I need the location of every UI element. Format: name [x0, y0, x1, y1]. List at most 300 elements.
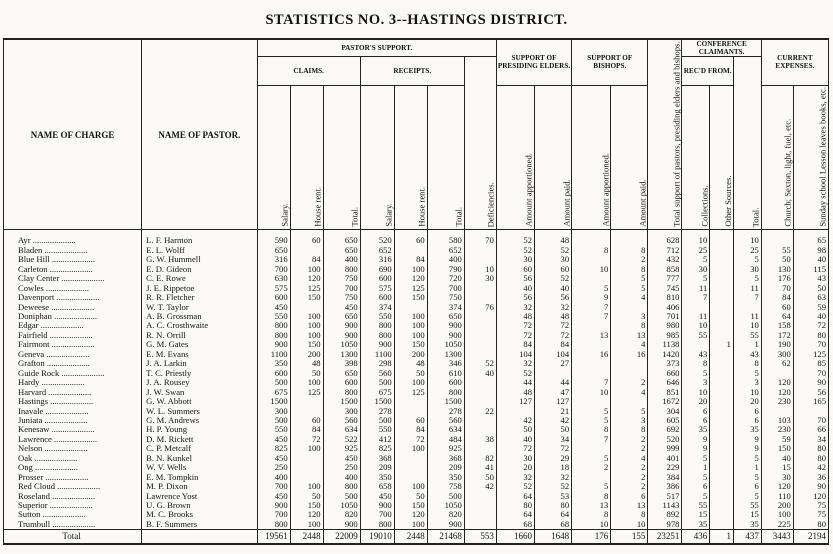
cell-receipts-total: 820 — [427, 510, 464, 519]
cell-deficiencies — [464, 425, 496, 434]
cell-elders-paid: 64 — [535, 510, 572, 519]
cell-receipts-total: 278 — [427, 407, 464, 416]
cell-conf-total: 7 — [733, 293, 761, 302]
cell-elders-apportioned: 32 — [496, 473, 534, 482]
cell-collections: 10 — [682, 321, 710, 330]
cell-deficiencies: 38 — [464, 435, 496, 444]
cell-other-sources — [710, 321, 734, 330]
table-row — [4, 435, 829, 444]
cell-other-sources — [710, 255, 734, 264]
cell-collections: 5 — [682, 274, 710, 283]
cell-bishops-paid: 2 — [611, 435, 648, 444]
cell-bishops-paid: 3 — [611, 416, 648, 425]
cell-claims-total: 800 — [323, 388, 360, 397]
table-row — [4, 321, 829, 330]
header-receipts-total: Total. — [427, 85, 464, 230]
header-claims: CLAIMS. — [257, 57, 360, 86]
cell-pastor: J. W. Swan — [142, 388, 257, 397]
cell-pastor: B. N. Kunkel — [142, 454, 257, 463]
cell-collections — [682, 303, 710, 312]
cell-receipts-salary: 520 — [360, 230, 394, 246]
cell-receipts-house-rent: 125 — [394, 284, 427, 293]
cell-other-sources — [710, 501, 734, 510]
cell-claims-salary: 650 — [257, 246, 290, 255]
cell-deficiencies — [464, 246, 496, 255]
cell-total-support: 628 — [648, 230, 682, 246]
cell-other-sources — [710, 312, 734, 321]
cell-charge: Ong .................... — [4, 463, 142, 472]
cell-claims-salary: 500 — [257, 416, 290, 425]
cell-receipts-house-rent — [394, 407, 427, 416]
cell-receipts-salary: 350 — [360, 473, 394, 482]
cell-conf-total: 5 — [733, 255, 761, 264]
cell-elders-apportioned: 80 — [496, 501, 534, 510]
cell-collections: 5 — [682, 473, 710, 482]
cell-other-sources — [710, 397, 734, 406]
cell-claims-house-rent: 120 — [290, 510, 323, 519]
cell-bishops-apportioned — [572, 397, 611, 406]
cell-claims-total: 450 — [323, 454, 360, 463]
cell-bishops-apportioned: 8 — [572, 492, 611, 501]
cell-other-sources — [710, 265, 734, 274]
cell-bishops-paid: 3 — [611, 312, 648, 321]
cell-conf-total: 10 — [733, 388, 761, 397]
cell-claims-house-rent: 60 — [290, 416, 323, 425]
table-row — [4, 265, 829, 274]
cell-total-support: 810 — [648, 293, 682, 302]
cell-charge: Red Cloud .................... — [4, 482, 142, 491]
table-row — [4, 378, 829, 387]
cell-deficiencies — [464, 520, 496, 530]
cell-other-sources — [710, 482, 734, 491]
cell-bishops-paid: 16 — [611, 350, 648, 359]
cell-claims-salary: 19561 — [257, 530, 290, 545]
cell-receipts-house-rent: 84 — [394, 255, 427, 264]
cell-sunday-school: 70 — [793, 416, 828, 425]
cell-claims-salary: 350 — [257, 359, 290, 368]
cell-bishops-paid: 8 — [611, 510, 648, 519]
cell-claims-salary: 450 — [257, 303, 290, 312]
cell-pastor: B. F. Summers — [142, 520, 257, 530]
cell-receipts-salary: 800 — [360, 321, 394, 330]
cell-church: 190 — [761, 340, 793, 349]
cell-receipts-house-rent: 48 — [394, 359, 427, 368]
cell-deficiencies — [464, 340, 496, 349]
cell-conf-total: 5 — [733, 274, 761, 283]
cell-charge: Oak .................... — [4, 454, 142, 463]
cell-deficiencies — [464, 331, 496, 340]
cell-other-sources — [710, 425, 734, 434]
cell-collections: 5 — [682, 454, 710, 463]
cell-claims-total: 600 — [323, 378, 360, 387]
cell-elders-apportioned: 52 — [496, 246, 534, 255]
cell-bishops-apportioned — [572, 359, 611, 368]
cell-elders-apportioned: 104 — [496, 350, 534, 359]
cell-claims-salary: 316 — [257, 255, 290, 264]
cell-claims-total: 400 — [323, 473, 360, 482]
cell-claims-house-rent: 125 — [290, 388, 323, 397]
cell-charge: Trumbull .................... — [4, 520, 142, 530]
cell-church: 120 — [761, 482, 793, 491]
cell-elders-paid: 44 — [535, 378, 572, 387]
cell-bishops-apportioned: 13 — [572, 331, 611, 340]
cell-receipts-total: 1300 — [427, 350, 464, 359]
cell-other-sources — [710, 454, 734, 463]
cell-pastor: L. F. Harmon — [142, 230, 257, 246]
cell-pastor: E. M. Tompkin — [142, 473, 257, 482]
cell-church: 158 — [761, 321, 793, 330]
cell-claims-salary: 700 — [257, 482, 290, 491]
cell-deficiencies — [464, 501, 496, 510]
cell-receipts-total: 484 — [427, 435, 464, 444]
cell-claims-house-rent: 2448 — [290, 530, 323, 545]
cell-elders-paid: 34 — [535, 435, 572, 444]
cell-sunday-school: 80 — [793, 444, 828, 453]
cell-bishops-paid: 2 — [611, 463, 648, 472]
cell-charge: Ayr .................... — [4, 230, 142, 246]
cell-charge: Lawrence .................... — [4, 435, 142, 444]
cell-conf-total: 35 — [733, 520, 761, 530]
cell-deficiencies — [464, 492, 496, 501]
cell-conf-total: 35 — [733, 425, 761, 434]
cell-bishops-apportioned: 8 — [572, 425, 611, 434]
cell-total-support: 985 — [648, 331, 682, 340]
cell-receipts-total: 652 — [427, 246, 464, 255]
cell-bishops-apportioned — [572, 444, 611, 453]
cell-pastor: C. P. Metcalf — [142, 444, 257, 453]
cell-receipts-salary: 1100 — [360, 350, 394, 359]
cell-elders-apportioned: 84 — [496, 340, 534, 349]
cell-bishops-paid — [611, 369, 648, 378]
cell-elders-paid: 84 — [535, 340, 572, 349]
header-recd-from: REC'D FROM. — [682, 57, 734, 86]
cell-receipts-house-rent: 120 — [394, 274, 427, 283]
cell-receipts-house-rent — [394, 246, 427, 255]
cell-claims-house-rent: 125 — [290, 284, 323, 293]
cell-receipts-salary: 374 — [360, 303, 394, 312]
cell-church: 3443 — [761, 530, 793, 545]
cell-collections: 6 — [682, 416, 710, 425]
cell-receipts-salary: 450 — [360, 492, 394, 501]
cell-receipts-salary: 675 — [360, 388, 394, 397]
cell-pastor: A. C. Crosthwaite — [142, 321, 257, 330]
cell-claims-house-rent: 150 — [290, 340, 323, 349]
cell-claims-house-rent — [290, 397, 323, 406]
cell-claims-total: 398 — [323, 359, 360, 368]
cell-receipts-house-rent: 200 — [394, 350, 427, 359]
cell-bishops-apportioned: 13 — [572, 501, 611, 510]
cell-elders-apportioned — [496, 407, 534, 416]
cell-sunday-school: 43 — [793, 274, 828, 283]
cell-receipts-house-rent: 72 — [394, 435, 427, 444]
header-deficiencies: Deficiencies. — [464, 57, 496, 230]
cell-deficiencies: 22 — [464, 407, 496, 416]
cell-claims-salary: 500 — [257, 378, 290, 387]
cell-collections: 1 — [682, 463, 710, 472]
cell-elders-paid: 40 — [535, 284, 572, 293]
cell-claims-total: 925 — [323, 444, 360, 453]
cell-receipts-total: 600 — [427, 378, 464, 387]
cell-sunday-school: 125 — [793, 350, 828, 359]
cell-total-support: 23251 — [648, 530, 682, 545]
cell-deficiencies — [464, 444, 496, 453]
cell-claims-house-rent: 50 — [290, 369, 323, 378]
cell-receipts-salary: 550 — [360, 312, 394, 321]
table-row — [4, 454, 829, 463]
cell-bishops-paid: 8 — [611, 425, 648, 434]
cell-sunday-school: 42 — [793, 463, 828, 472]
cell-bishops-paid — [611, 230, 648, 246]
cell-bishops-apportioned: 16 — [572, 350, 611, 359]
header-bishops-paid: Amount paid. — [611, 85, 648, 230]
cell-other-sources — [710, 246, 734, 255]
cell-deficiencies: 553 — [464, 530, 496, 545]
header-conf-total: Total. — [733, 57, 761, 230]
cell-bishops-apportioned — [572, 321, 611, 330]
cell-church — [761, 230, 793, 246]
cell-receipts-salary: 298 — [360, 359, 394, 368]
cell-elders-paid — [535, 369, 572, 378]
cell-charge: Nelson .................... — [4, 444, 142, 453]
cell-total-support: 646 — [648, 378, 682, 387]
cell-receipts-house-rent: 125 — [394, 388, 427, 397]
cell-elders-paid: 32 — [535, 303, 572, 312]
cell-charge: Sutton .................... — [4, 510, 142, 519]
cell-bishops-paid: 4 — [611, 340, 648, 349]
cell-sunday-school: 98 — [793, 246, 828, 255]
cell-pastor: U. G. Brown — [142, 501, 257, 510]
cell-pastor: R. N. Orrill — [142, 331, 257, 340]
cell-deficiencies — [464, 284, 496, 293]
cell-claims-house-rent: 60 — [290, 230, 323, 246]
cell-bishops-apportioned — [572, 230, 611, 246]
cell-receipts-salary: 412 — [360, 435, 394, 444]
cell-claims-salary: 400 — [257, 473, 290, 482]
cell-total-support: 712 — [648, 246, 682, 255]
cell-other-sources — [710, 378, 734, 387]
cell-conf-total: 43 — [733, 350, 761, 359]
cell-other-sources — [710, 416, 734, 425]
cell-pastor: R. R. Fletcher — [142, 293, 257, 302]
cell-claims-total: 250 — [323, 463, 360, 472]
cell-collections: 9 — [682, 444, 710, 453]
cell-other-sources — [710, 303, 734, 312]
cell-elders-paid: 56 — [535, 293, 572, 302]
cell-claims-salary: 1500 — [257, 397, 290, 406]
cell-bishops-apportioned: 7 — [572, 435, 611, 444]
cell-church: 110 — [761, 492, 793, 501]
statistics-table — [3, 38, 829, 545]
cell-other-sources — [710, 350, 734, 359]
cell-claims-total: 900 — [323, 321, 360, 330]
cell-deficiencies: 50 — [464, 473, 496, 482]
cell-pastor: M. C. Brooks — [142, 510, 257, 519]
cell-bishops-apportioned — [572, 473, 611, 482]
cell-receipts-house-rent: 100 — [394, 482, 427, 491]
cell-sunday-school: 75 — [793, 501, 828, 510]
cell-claims-salary: 300 — [257, 407, 290, 416]
cell-conf-total: 437 — [733, 530, 761, 545]
cell-bishops-paid: 4 — [611, 454, 648, 463]
cell-sunday-school: 165 — [793, 397, 828, 406]
header-elders-paid: Amount paid. — [535, 85, 572, 230]
cell-claims-house-rent: 120 — [290, 274, 323, 283]
cell-sunday-school: 120 — [793, 492, 828, 501]
table-row — [4, 444, 829, 453]
cell-total-support: 745 — [648, 284, 682, 293]
cell-receipts-salary: 19010 — [360, 530, 394, 545]
cell-deficiencies — [464, 510, 496, 519]
cell-conf-total: 9 — [733, 444, 761, 453]
cell-conf-total: 11 — [733, 312, 761, 321]
cell-bishops-paid: 10 — [611, 520, 648, 530]
cell-deficiencies — [464, 416, 496, 425]
cell-claims-salary: 800 — [257, 331, 290, 340]
cell-receipts-house-rent: 84 — [394, 425, 427, 434]
total-row — [4, 530, 829, 545]
cell-claims-total: 22009 — [323, 530, 360, 545]
cell-elders-paid: 104 — [535, 350, 572, 359]
cell-total-support: 777 — [648, 274, 682, 283]
cell-receipts-total: 610 — [427, 369, 464, 378]
cell-elders-apportioned: 56 — [496, 274, 534, 283]
cell-elders-apportioned: 42 — [496, 416, 534, 425]
cell-claims-salary: 900 — [257, 340, 290, 349]
cell-conf-total: 10 — [733, 321, 761, 330]
cell-receipts-salary: 690 — [360, 265, 394, 274]
cell-deficiencies: 30 — [464, 274, 496, 283]
cell-receipts-total: 368 — [427, 454, 464, 463]
cell-claims-salary: 700 — [257, 510, 290, 519]
cell-bishops-paid: 6 — [611, 492, 648, 501]
cell-elders-paid: 52 — [535, 274, 572, 283]
cell-claims-total: 1300 — [323, 350, 360, 359]
cell-conf-total: 20 — [733, 397, 761, 406]
cell-church: 64 — [761, 312, 793, 321]
cell-sunday-school: 65 — [793, 230, 828, 246]
cell-receipts-house-rent: 100 — [394, 265, 427, 274]
cell-church: 120 — [761, 378, 793, 387]
cell-charge: Fairmont .................... — [4, 340, 142, 349]
cell-collections: 436 — [682, 530, 710, 545]
cell-bishops-apportioned — [572, 369, 611, 378]
table-row — [4, 350, 829, 359]
cell-elders-paid: 68 — [535, 520, 572, 530]
cell-church: 84 — [761, 293, 793, 302]
cell-conf-total: 8 — [733, 359, 761, 368]
cell-claims-total: 650 — [323, 312, 360, 321]
cell-elders-paid: 48 — [535, 230, 572, 246]
cell-pastor: J. E. Rippetoe — [142, 284, 257, 293]
cell-church: 55 — [761, 246, 793, 255]
header-current-expenses: CURRENT EXPENSES. — [761, 39, 828, 85]
cell-collections: 5 — [682, 492, 710, 501]
cell-sunday-school: 72 — [793, 321, 828, 330]
cell-receipts-salary: 575 — [360, 284, 394, 293]
cell-claims-salary: 675 — [257, 388, 290, 397]
cell-bishops-paid: 5 — [611, 407, 648, 416]
cell-bishops-paid: 2 — [611, 255, 648, 264]
table-row — [4, 293, 829, 302]
cell-sunday-school: 80 — [793, 454, 828, 463]
cell-church: 40 — [761, 454, 793, 463]
cell-elders-paid: 50 — [535, 425, 572, 434]
cell-bishops-paid — [611, 359, 648, 368]
cell-elders-apportioned: 40 — [496, 435, 534, 444]
cell-church: 50 — [761, 255, 793, 264]
cell-claims-house-rent — [290, 303, 323, 312]
cell-bishops-apportioned: 10 — [572, 265, 611, 274]
cell-receipts-salary: 560 — [360, 369, 394, 378]
cell-deficiencies — [464, 397, 496, 406]
cell-claims-total: 500 — [323, 492, 360, 501]
cell-church: 230 — [761, 425, 793, 434]
cell-receipts-total: 700 — [427, 284, 464, 293]
cell-elders-paid: 52 — [535, 246, 572, 255]
cell-conf-total: 55 — [733, 331, 761, 340]
cell-charge: Harvard .................... — [4, 388, 142, 397]
cell-church: 100 — [761, 510, 793, 519]
cell-church: 300 — [761, 350, 793, 359]
header-church-expenses: Church; Sexton, light, fuel, etc. — [761, 85, 793, 230]
cell-bishops-paid: 2 — [611, 482, 648, 491]
cell-charge: Edgar .................... — [4, 321, 142, 330]
cell-collections: 10 — [682, 230, 710, 246]
cell-claims-salary: 590 — [257, 230, 290, 246]
cell-receipts-total: 900 — [427, 321, 464, 330]
cell-claims-salary: 825 — [257, 444, 290, 453]
cell-charge: Grafton .................... — [4, 359, 142, 368]
cell-conf-total: 10 — [733, 230, 761, 246]
cell-total-support: 978 — [648, 520, 682, 530]
cell-elders-apportioned: 44 — [496, 378, 534, 387]
cell-elders-apportioned: 48 — [496, 312, 534, 321]
cell-claims-house-rent: 100 — [290, 444, 323, 453]
cell-claims-house-rent — [290, 454, 323, 463]
cell-church: 60 — [761, 303, 793, 312]
cell-charge: Hastings .................... — [4, 397, 142, 406]
header-presiding-elders: SUPPORT OF PRESIDING ELDERS. — [496, 39, 571, 85]
cell-receipts-total: 346 — [427, 359, 464, 368]
header-name-of-charge: NAME OF CHARGE — [4, 39, 142, 230]
cell-charge: Superior .................... — [4, 501, 142, 510]
cell-pastor: W. L. Summers — [142, 407, 257, 416]
cell-total-support: 373 — [648, 359, 682, 368]
cell-claims-house-rent: 100 — [290, 520, 323, 530]
cell-pastor: W. V. Wells — [142, 463, 257, 472]
cell-receipts-salary: 800 — [360, 520, 394, 530]
cell-bishops-apportioned: 2 — [572, 463, 611, 472]
cell-total-support: 517 — [648, 492, 682, 501]
cell-total-support: 851 — [648, 388, 682, 397]
cell-pastor: G. W. Abbott — [142, 397, 257, 406]
cell-pastor: D. M. Rickett — [142, 435, 257, 444]
page-title: STATISTICS NO. 3--HASTINGS DISTRICT. — [265, 12, 568, 28]
cell-claims-total: 700 — [323, 284, 360, 293]
cell-charge: Juniata .................... — [4, 416, 142, 425]
cell-conf-total: 6 — [733, 482, 761, 491]
cell-claims-house-rent: 100 — [290, 265, 323, 274]
cell-church: 176 — [761, 274, 793, 283]
cell-bishops-apportioned: 10 — [572, 520, 611, 530]
cell-collections: 5 — [682, 255, 710, 264]
cell-charge: Cowles .................... — [4, 284, 142, 293]
table-row — [4, 284, 829, 293]
cell-deficiencies: 40 — [464, 369, 496, 378]
cell-elders-paid: 127 — [535, 397, 572, 406]
cell-claims-salary: 600 — [257, 293, 290, 302]
cell-bishops-apportioned: 5 — [572, 407, 611, 416]
